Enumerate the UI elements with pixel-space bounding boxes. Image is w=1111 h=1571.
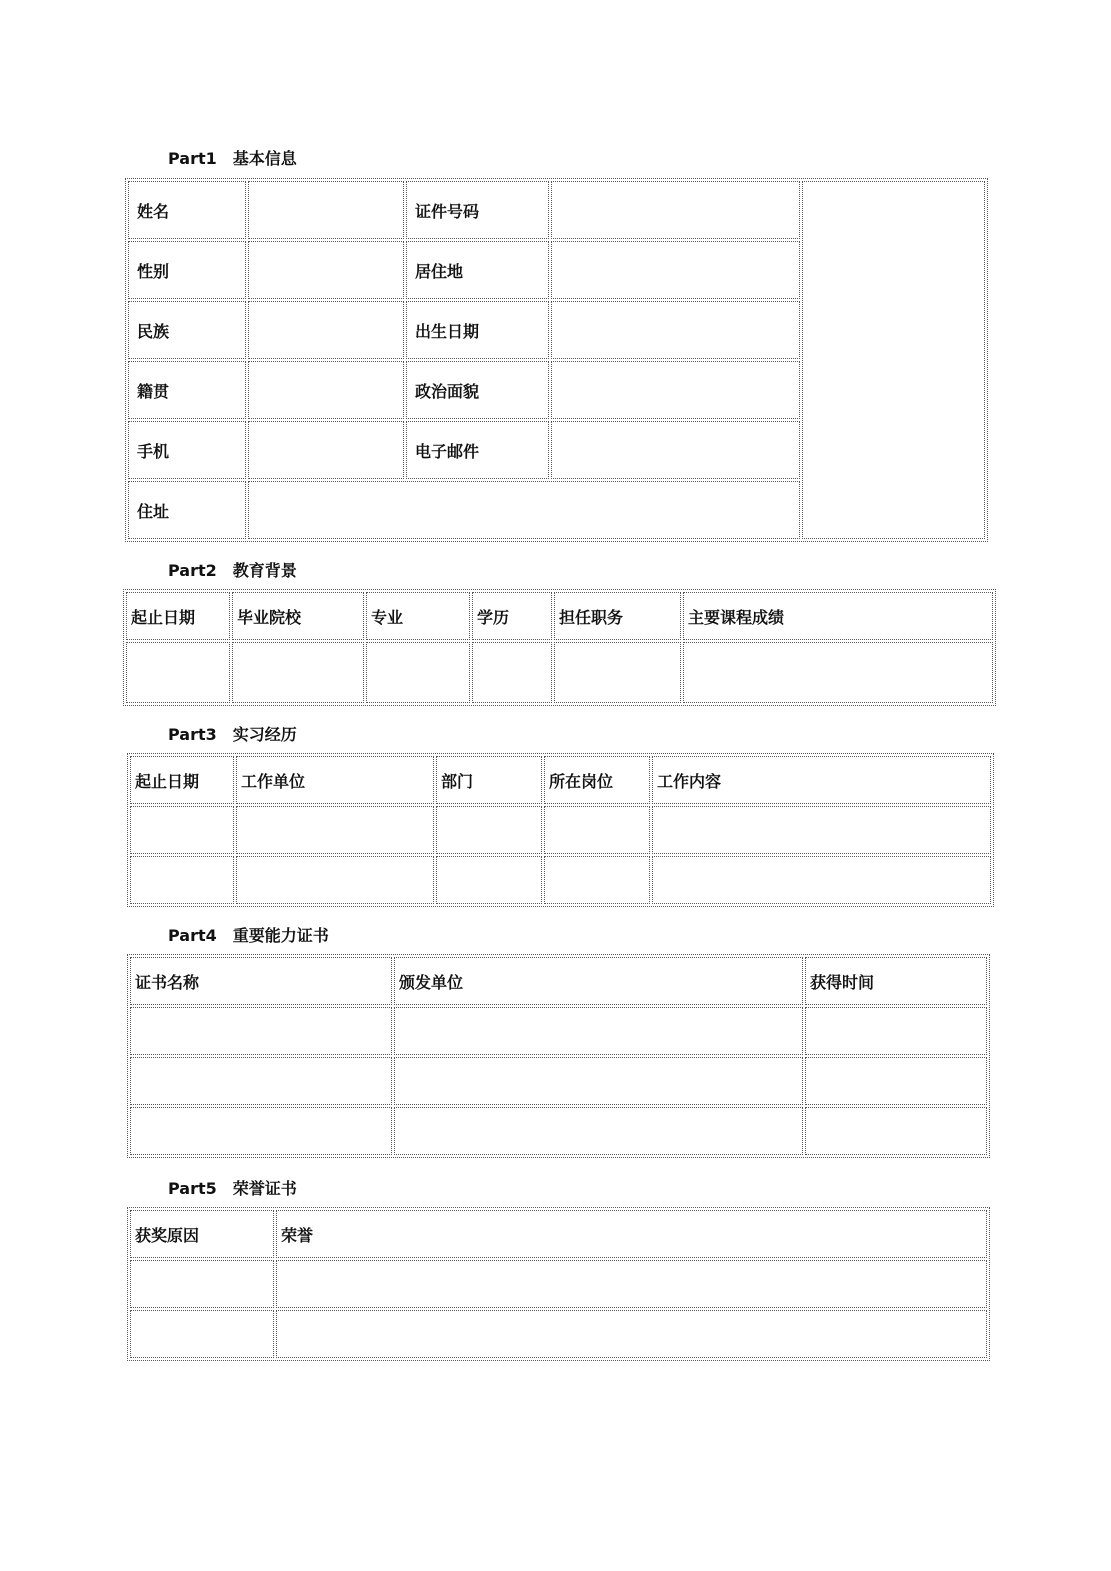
input-political-status[interactable] xyxy=(551,361,800,419)
table-cell[interactable] xyxy=(652,806,991,854)
table-header-row xyxy=(126,592,993,640)
part4-title: Part4 重要能力证书 xyxy=(168,926,329,945)
header-position: 担任职务 xyxy=(554,592,681,640)
header-school: 毕业院校 xyxy=(232,592,364,640)
table-row xyxy=(128,181,985,239)
header-date-range: 起止日期 xyxy=(126,592,230,640)
label-native-place: 籍贯 xyxy=(128,361,246,419)
table-row xyxy=(130,1057,987,1105)
header-date-range: 起止日期 xyxy=(130,756,234,804)
table-cell[interactable] xyxy=(130,1260,274,1308)
table-cell[interactable] xyxy=(472,642,552,703)
header-post: 所在岗位 xyxy=(544,756,650,804)
table-cell[interactable] xyxy=(130,1057,392,1105)
table-row xyxy=(130,1310,987,1358)
table-cell[interactable] xyxy=(130,1107,392,1155)
input-residence[interactable] xyxy=(551,241,800,299)
table-cell[interactable] xyxy=(436,806,542,854)
label-ethnicity: 民族 xyxy=(128,301,246,359)
header-award-reason: 获奖原因 xyxy=(130,1210,274,1258)
label-phone: 手机 xyxy=(128,421,246,479)
table-row xyxy=(130,1107,987,1155)
table-cell[interactable] xyxy=(544,806,650,854)
table-header-row xyxy=(130,756,991,804)
label-address: 住址 xyxy=(128,481,246,539)
table-cell[interactable] xyxy=(236,806,434,854)
table-header-row xyxy=(130,1210,987,1258)
table-cell[interactable] xyxy=(276,1260,987,1308)
part3-title: Part3 实习经历 xyxy=(168,725,297,744)
table-cell[interactable] xyxy=(683,642,993,703)
table-cell[interactable] xyxy=(394,1057,803,1105)
input-address[interactable] xyxy=(248,481,800,539)
input-id-number[interactable] xyxy=(551,181,800,239)
honors-table xyxy=(127,1207,990,1361)
input-native-place[interactable] xyxy=(248,361,404,419)
header-employer: 工作单位 xyxy=(236,756,434,804)
input-phone[interactable] xyxy=(248,421,404,479)
label-residence: 居住地 xyxy=(406,241,549,299)
part2-title: Part2 教育背景 xyxy=(168,561,297,580)
table-cell[interactable] xyxy=(130,806,234,854)
education-table xyxy=(123,589,996,706)
header-major: 专业 xyxy=(366,592,470,640)
header-degree: 学历 xyxy=(472,592,552,640)
input-ethnicity[interactable] xyxy=(248,301,404,359)
table-cell[interactable] xyxy=(126,642,230,703)
table-cell[interactable] xyxy=(805,1057,987,1105)
table-cell[interactable] xyxy=(130,1007,392,1055)
header-certificate-name: 证书名称 xyxy=(130,957,392,1005)
input-name[interactable] xyxy=(248,181,404,239)
table-cell[interactable] xyxy=(394,1107,803,1155)
table-cell[interactable] xyxy=(805,1007,987,1055)
table-cell[interactable] xyxy=(130,1310,274,1358)
label-political-status: 政治面貌 xyxy=(406,361,549,419)
part5-title: Part5 荣誉证书 xyxy=(168,1179,297,1198)
internship-table xyxy=(127,753,994,907)
table-header-row xyxy=(130,957,987,1005)
table-cell[interactable] xyxy=(236,856,434,904)
table-cell[interactable] xyxy=(805,1107,987,1155)
table-row xyxy=(130,806,991,854)
input-gender[interactable] xyxy=(248,241,404,299)
header-obtained-date: 获得时间 xyxy=(805,957,987,1005)
certificates-table xyxy=(127,954,990,1158)
table-row xyxy=(130,856,991,904)
header-courses: 主要课程成绩 xyxy=(683,592,993,640)
table-cell[interactable] xyxy=(232,642,364,703)
table-cell[interactable] xyxy=(652,856,991,904)
header-department: 部门 xyxy=(436,756,542,804)
table-row xyxy=(126,642,993,703)
table-cell[interactable] xyxy=(366,642,470,703)
label-id-number: 证件号码 xyxy=(406,181,549,239)
photo-box[interactable] xyxy=(802,181,985,539)
header-work-content: 工作内容 xyxy=(652,756,991,804)
input-email[interactable] xyxy=(551,421,800,479)
label-email: 电子邮件 xyxy=(406,421,549,479)
table-cell[interactable] xyxy=(436,856,542,904)
table-row xyxy=(130,1260,987,1308)
header-issuer: 颁发单位 xyxy=(394,957,803,1005)
table-cell[interactable] xyxy=(130,856,234,904)
table-row xyxy=(130,1007,987,1055)
table-cell[interactable] xyxy=(554,642,681,703)
table-cell[interactable] xyxy=(276,1310,987,1358)
label-birth-date: 出生日期 xyxy=(406,301,549,359)
input-birth-date[interactable] xyxy=(551,301,800,359)
basic-info-table xyxy=(125,178,988,542)
table-cell[interactable] xyxy=(394,1007,803,1055)
label-name: 姓名 xyxy=(128,181,246,239)
label-gender: 性别 xyxy=(128,241,246,299)
part1-title: Part1 基本信息 xyxy=(168,149,297,168)
header-honor: 荣誉 xyxy=(276,1210,987,1258)
table-cell[interactable] xyxy=(544,856,650,904)
